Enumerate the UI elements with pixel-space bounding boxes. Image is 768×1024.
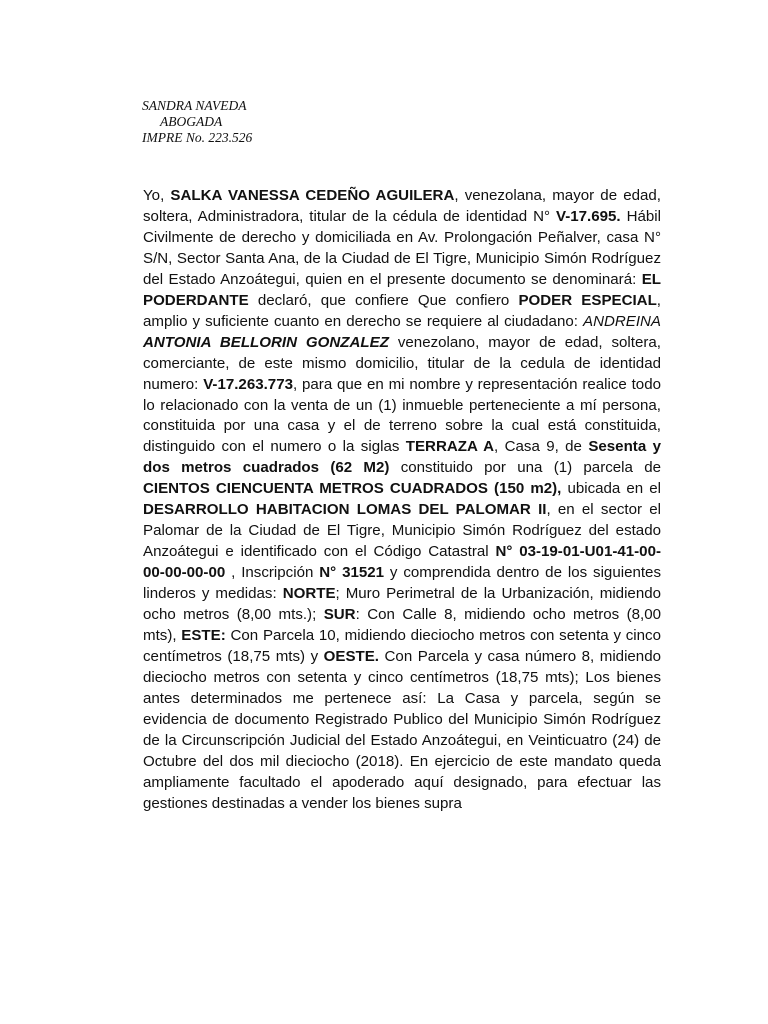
body-text-run: Yo, bbox=[143, 187, 171, 204]
body-text-run: venezolano, mayor de edad, soltera, comerciante, de este mismo domicilio, titular de la cedula de identidad numero: bbox=[143, 333, 661, 393]
body-text-run-bold: TERRAZA A bbox=[405, 438, 495, 456]
body-text-run: ANTONIA BELLORIN GONZALEZ bbox=[143, 333, 389, 351]
body-text-run: , venezolana, mayor de edad, soltera, Administradora, titular de la cédula de identidad N° bbox=[143, 187, 661, 225]
body-text-run: y comprendida dentro de los siguientes linderos y medidas: bbox=[143, 564, 661, 603]
power-of-attorney-body bbox=[143, 186, 661, 815]
letterhead bbox=[142, 98, 252, 146]
body-text-run-bold: V-17.263.773 bbox=[203, 375, 293, 393]
body-text-run: , para que en mi nombre y representación realice todo lo relacionado con la venta de un (1) inmueble perteneciente a mí persona, constituida por una casa y el de terreno sobre la cual está constituida, distinguido con el numero o la siglas bbox=[143, 375, 661, 456]
body-text-run-bold: ESTE: bbox=[181, 627, 226, 645]
body-text-run: , en el sector el Palomar de la Ciudad de El Tigre, Municipio Simón Rodríguez del estado Anzoátegui e identificado con el Código Catastral bbox=[143, 501, 661, 561]
body-text-run: ; Muro Perimetral de la Urbanización, midiendo ocho metros (8,00 mts.); bbox=[143, 585, 661, 624]
body-text-run-bold: SUR bbox=[323, 606, 356, 624]
lawyer-registration: IMPRE No. 223.526 bbox=[142, 130, 253, 145]
body-text-run: declaró, que confiere Que confiero bbox=[248, 291, 519, 309]
body-text-run-bold: CIENTOS CIENCUENTA METROS CUADRADOS (150 m2), bbox=[143, 480, 562, 498]
body-text-run-bold: PODER ESPECIAL bbox=[518, 291, 657, 309]
body-text-run: Con Parcela y casa número 8, midiendo dieciocho metros con setenta y cinco centímetros (18,75 mts); Los bienes antes determinados me pertenece así: La Casa y parcela, según se evidencia de documento Registrado Publico del Municipio Simón Rodríguez de la Circunscripción Judicial del Estado Anzoátegui, en Veinticuatro (24) de Octubre del dos mil dieciocho (2018). En ejercicio de este mandato queda ampliamente facultado el apoderado aquí designado, para efectuar las gestiones destinadas a vender los bienes supra bbox=[143, 647, 661, 812]
body-text-run: Con Parcela 10, midiendo dieciocho metros con setenta y cinco centímetros (18,75 mts) y bbox=[143, 627, 661, 665]
body-text-run-bold: DESARROLLO HABITACION LOMAS DEL PALOMAR II bbox=[143, 501, 547, 519]
body-text-run-bold: N° 31521 bbox=[319, 564, 385, 582]
body-text-run-italic: ANDREINA bbox=[583, 312, 661, 330]
body-text-run: constituido por una (1) parcela de bbox=[389, 459, 661, 477]
body-text-run-bold: V-17.695. bbox=[556, 207, 621, 225]
body-text-run: , Inscripción bbox=[225, 564, 320, 582]
body-text-run: , amplio y suficiente cuanto en derecho se requiere al ciudadano: bbox=[143, 291, 661, 330]
lawyer-title: ABOGADA bbox=[160, 114, 223, 129]
body-text-run-bold: NORTE bbox=[282, 585, 336, 603]
lawyer-name: SANDRA NAVEDA bbox=[142, 98, 247, 113]
body-text-run-bold: N° 03-19-01-U01-41-00-00-00-00-00 bbox=[143, 543, 661, 582]
body-text-run: , Casa 9, de bbox=[494, 438, 589, 456]
body-text-run-bold bbox=[143, 334, 389, 351]
body-text-run-bold: EL PODERDANTE bbox=[143, 270, 661, 309]
body-text-run: ubicada en el bbox=[561, 480, 661, 498]
body-text-run: Hábil Civilmente de derecho y domiciliada en Av. Prolongación Peñalver, casa N° S/N, Sector Santa Ana, de la Ciudad de El Tigre, Municipio Simón Rodríguez del Estado Anzoátegui, quien en el presente documento se denominará: bbox=[143, 207, 661, 288]
body-text-run-bold: Sesenta y dos metros cuadrados (62 M2) bbox=[143, 438, 661, 477]
body-text-run-bold: OESTE. bbox=[323, 647, 379, 665]
body-text-run: : Con Calle 8, midiendo ocho metros (8,00 mts), bbox=[143, 606, 661, 645]
body-text-run-bold: SALKA VANESSA CEDEÑO AGUILERA bbox=[170, 187, 455, 204]
